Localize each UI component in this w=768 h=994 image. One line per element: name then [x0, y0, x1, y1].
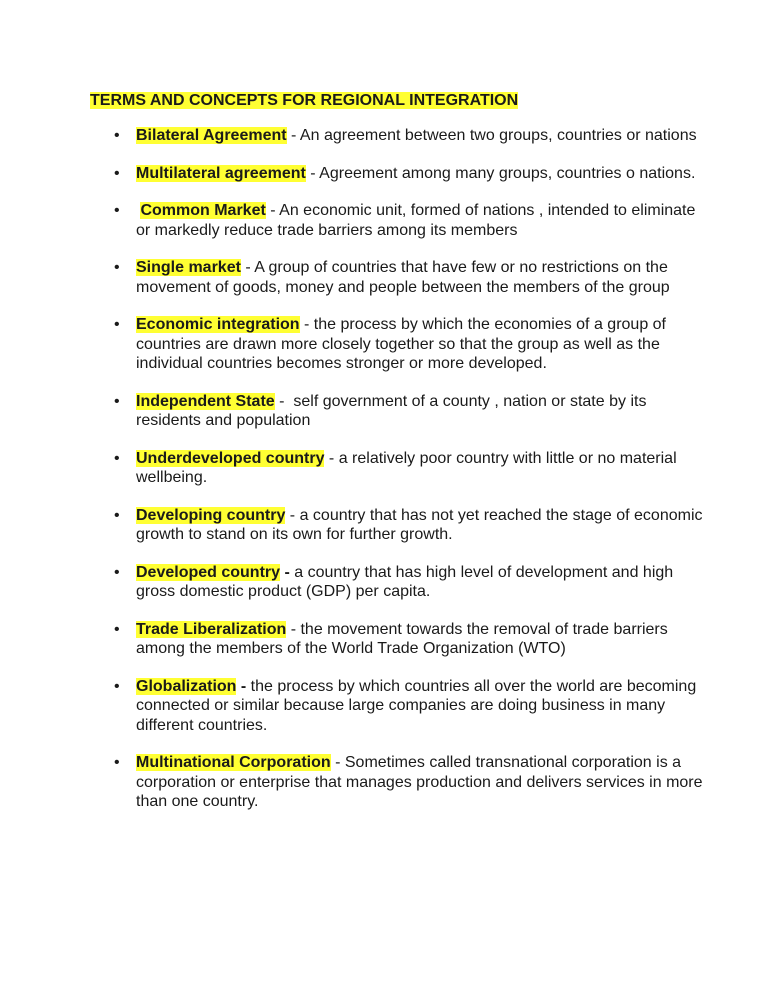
bullet-icon: •	[114, 392, 120, 410]
bullet-icon: •	[114, 164, 120, 182]
term-item-economic-integration	[0, 315, 768, 374]
page-title-text: TERMS AND CONCEPTS FOR REGIONAL INTEGRATION	[90, 92, 519, 109]
term-item-trade-liberalization	[0, 620, 768, 659]
term-item-developed-country	[0, 563, 768, 602]
term-name: Bilateral Agreement	[136, 127, 287, 144]
bullet-icon: •	[114, 677, 120, 695]
term-name: Single market	[136, 259, 241, 276]
term-name: Developing country	[136, 506, 286, 524]
term-item-single-market	[0, 258, 768, 297]
bullet-icon: •	[114, 449, 120, 467]
bullet-icon: •	[114, 506, 120, 524]
term-separator: -	[324, 449, 339, 467]
term-separator: -	[240, 259, 255, 276]
term-name: Developed country	[136, 563, 281, 581]
term-definition: Agreement among many groups, countries o nations.	[319, 164, 696, 182]
term-item-underdeveloped-country	[0, 449, 768, 488]
term-definition: self government of a county , nation or state by its residents and population	[136, 392, 647, 429]
term-item-multinational-corporation	[0, 753, 768, 812]
term-item-bilateral-agreement	[0, 126, 768, 146]
term-separator: -	[330, 754, 345, 771]
term-name: Independent State	[136, 392, 275, 410]
term-definition: a relatively poor country with little or no material wellbeing.	[136, 449, 677, 486]
term-definition: the process by which countries all over the world are becoming connected or similar because large companies are doing business in many different countries.	[136, 677, 697, 734]
term-item-developing-country	[0, 506, 768, 545]
page-title	[90, 90, 518, 112]
term-name: Trade Liberalization	[136, 620, 287, 638]
bullet-icon: •	[114, 563, 120, 581]
term-separator: -	[265, 202, 280, 219]
term-separator: -	[286, 127, 300, 144]
term-name: Multinational Corporation	[136, 754, 331, 771]
term-definition: An agreement between two groups, countries or nations	[299, 127, 697, 144]
bullet-icon: •	[114, 259, 120, 276]
term-item-common-market	[0, 201, 768, 240]
term-separator: -	[236, 677, 251, 695]
term-name: Underdeveloped country	[136, 449, 325, 467]
bullet-icon: •	[114, 202, 120, 219]
bullet-icon: •	[114, 620, 120, 638]
term-separator: -	[305, 164, 320, 182]
term-definition: Sometimes called transnational corporation is a corporation or enterprise that manages production and delivers services in more than one country.	[136, 754, 703, 810]
term-definition: a country that has high level of development and high gross domestic product (GDP) per capita.	[136, 563, 674, 600]
term-item-multilateral-agreement	[0, 164, 768, 184]
bullet-icon: •	[114, 127, 120, 144]
term-separator: -	[286, 620, 301, 638]
term-name: Multilateral agreement	[136, 164, 306, 182]
term-separator: -	[280, 563, 295, 581]
bullet-icon: •	[114, 754, 120, 771]
term-definition: A group of countries that have few or no restrictions on the movement of goods, money and people between the members of the group	[136, 259, 670, 296]
term-item-globalization	[0, 677, 768, 736]
term-definition: a country that has not yet reached the stage of economic growth to stand on its own for further growth.	[136, 506, 703, 543]
term-name: Economic integration	[136, 316, 300, 333]
terms-list	[0, 126, 768, 830]
term-separator: -	[285, 506, 300, 524]
term-name: Common Market	[140, 202, 266, 219]
term-item-independent-state	[0, 392, 768, 431]
term-definition: An economic unit, formed of nations , intended to eliminate or markedly reduce trade barriers among its members	[136, 202, 696, 239]
term-separator: -	[299, 316, 314, 333]
term-name: Globalization	[136, 677, 237, 695]
bullet-icon: •	[114, 316, 120, 333]
term-definition: the process by which the economies of a group of countries are drawn more closely together so that the group as well as the individual countries becomes stronger or more developed.	[136, 316, 666, 372]
term-definition: the movement towards the removal of trade barriers among the members of the World Trade Organization (WTO)	[136, 620, 668, 657]
term-separator: -	[274, 392, 294, 410]
